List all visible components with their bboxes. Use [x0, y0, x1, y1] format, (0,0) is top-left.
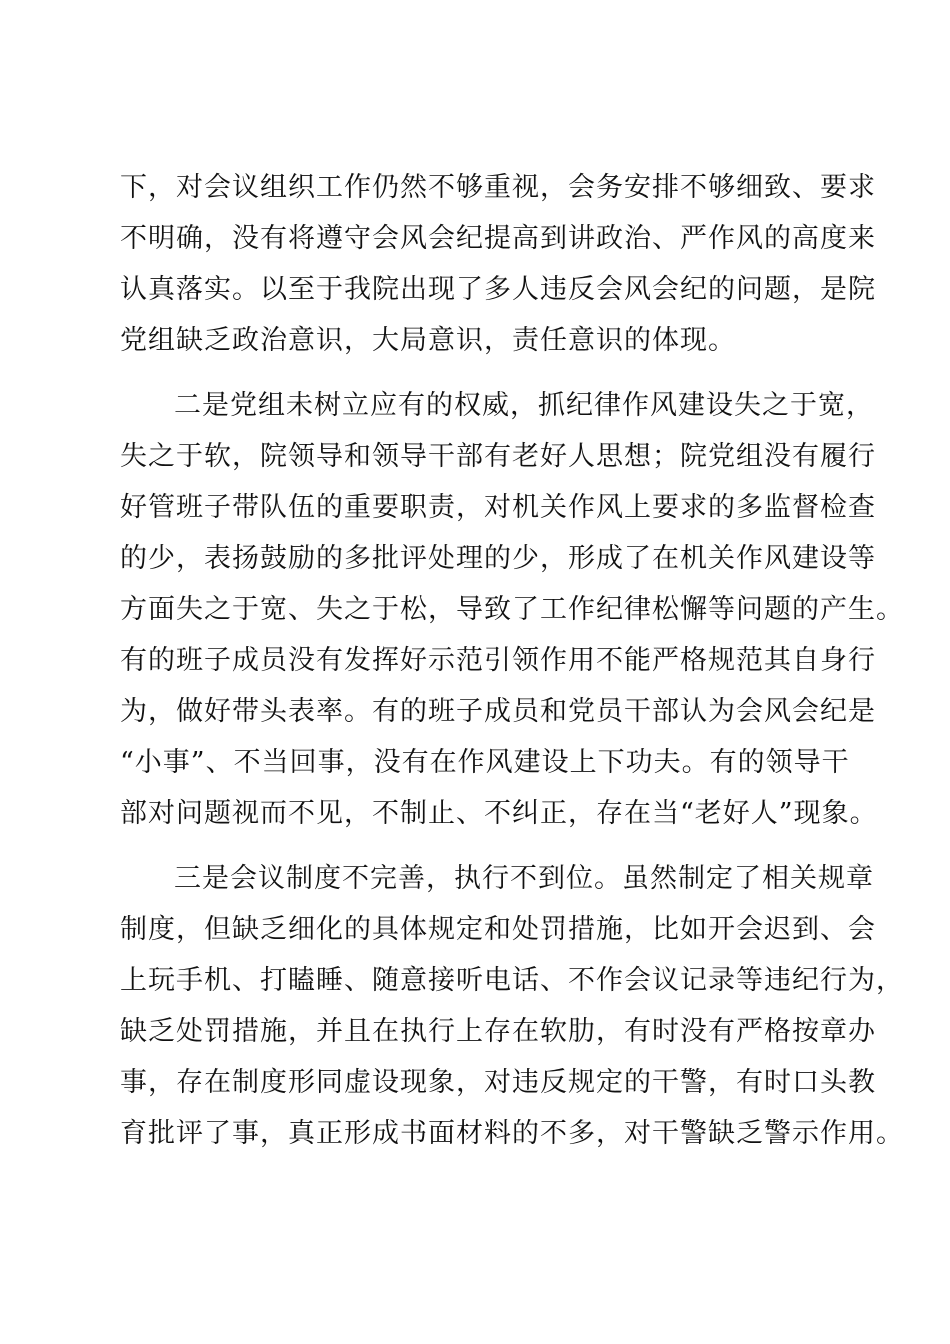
paragraph-2-line-6: 有的班子成员没有发挥好示范引领作用不能严格规范其自身行: [120, 645, 876, 676]
paragraph-3-line-4: 缺乏处罚措施，并且在执行上存在软肋，有时没有严格按章办: [120, 1016, 876, 1047]
paragraph-2-line-9: 部对问题视而不见，不制止、不纠正，存在当“老好人”现象。: [120, 798, 878, 829]
paragraph-2-line-4: 的少，表扬鼓励的多批评处理的少，形成了在机关作风建设等: [120, 543, 876, 574]
paragraph-2-line-5: 方面失之于宽、失之于松，导致了工作纪律松懈等问题的产生。: [120, 594, 904, 625]
paragraph-2-line-8: “小事”、不当回事，没有在作风建设上下功夫。有的领导干: [120, 747, 850, 778]
paragraph-1-line-1: 下，对会议组织工作仍然不够重视，会务安排不够细致、要求: [120, 172, 876, 203]
paragraph-1-line-4: 党组缺乏政治意识，大局意识，责任意识的体现。: [120, 325, 736, 356]
paragraph-2-line-3: 好管班子带队伍的重要职责，对机关作风上要求的多监督检查: [120, 492, 876, 523]
paragraph-3-line-6: 育批评了事，真正形成书面材料的不多，对干警缺乏警示作用。: [120, 1118, 904, 1149]
paragraph-3-line-3: 上玩手机、打瞌睡、随意接听电话、不作会议记录等违纪行为，: [120, 965, 904, 996]
paragraph-1-line-3: 认真落实。以至于我院出现了多人违反会风会纪的问题，是院: [120, 274, 876, 305]
paragraph-2-line-1: 二是党组未树立应有的权威，抓纪律作风建设失之于宽，: [174, 390, 874, 421]
paragraph-1-line-2: 不明确，没有将遵守会风会纪提高到讲政治、严作风的高度来: [120, 223, 876, 254]
paragraph-2-line-7: 为，做好带头表率。有的班子成员和党员干部认为会风会纪是: [120, 696, 876, 727]
paragraph-3-line-2: 制度，但缺乏细化的具体规定和处罚措施，比如开会迟到、会: [120, 914, 876, 945]
paragraph-3-line-1: 三是会议制度不完善，执行不到位。虽然制定了相关规章: [174, 863, 874, 894]
paragraph-2-line-2: 失之于软，院领导和领导干部有老好人思想；院党组没有履行: [120, 441, 876, 472]
paragraph-3-line-5: 事，存在制度形同虚设现象，对违反规定的干警，有时口头教: [120, 1067, 876, 1098]
